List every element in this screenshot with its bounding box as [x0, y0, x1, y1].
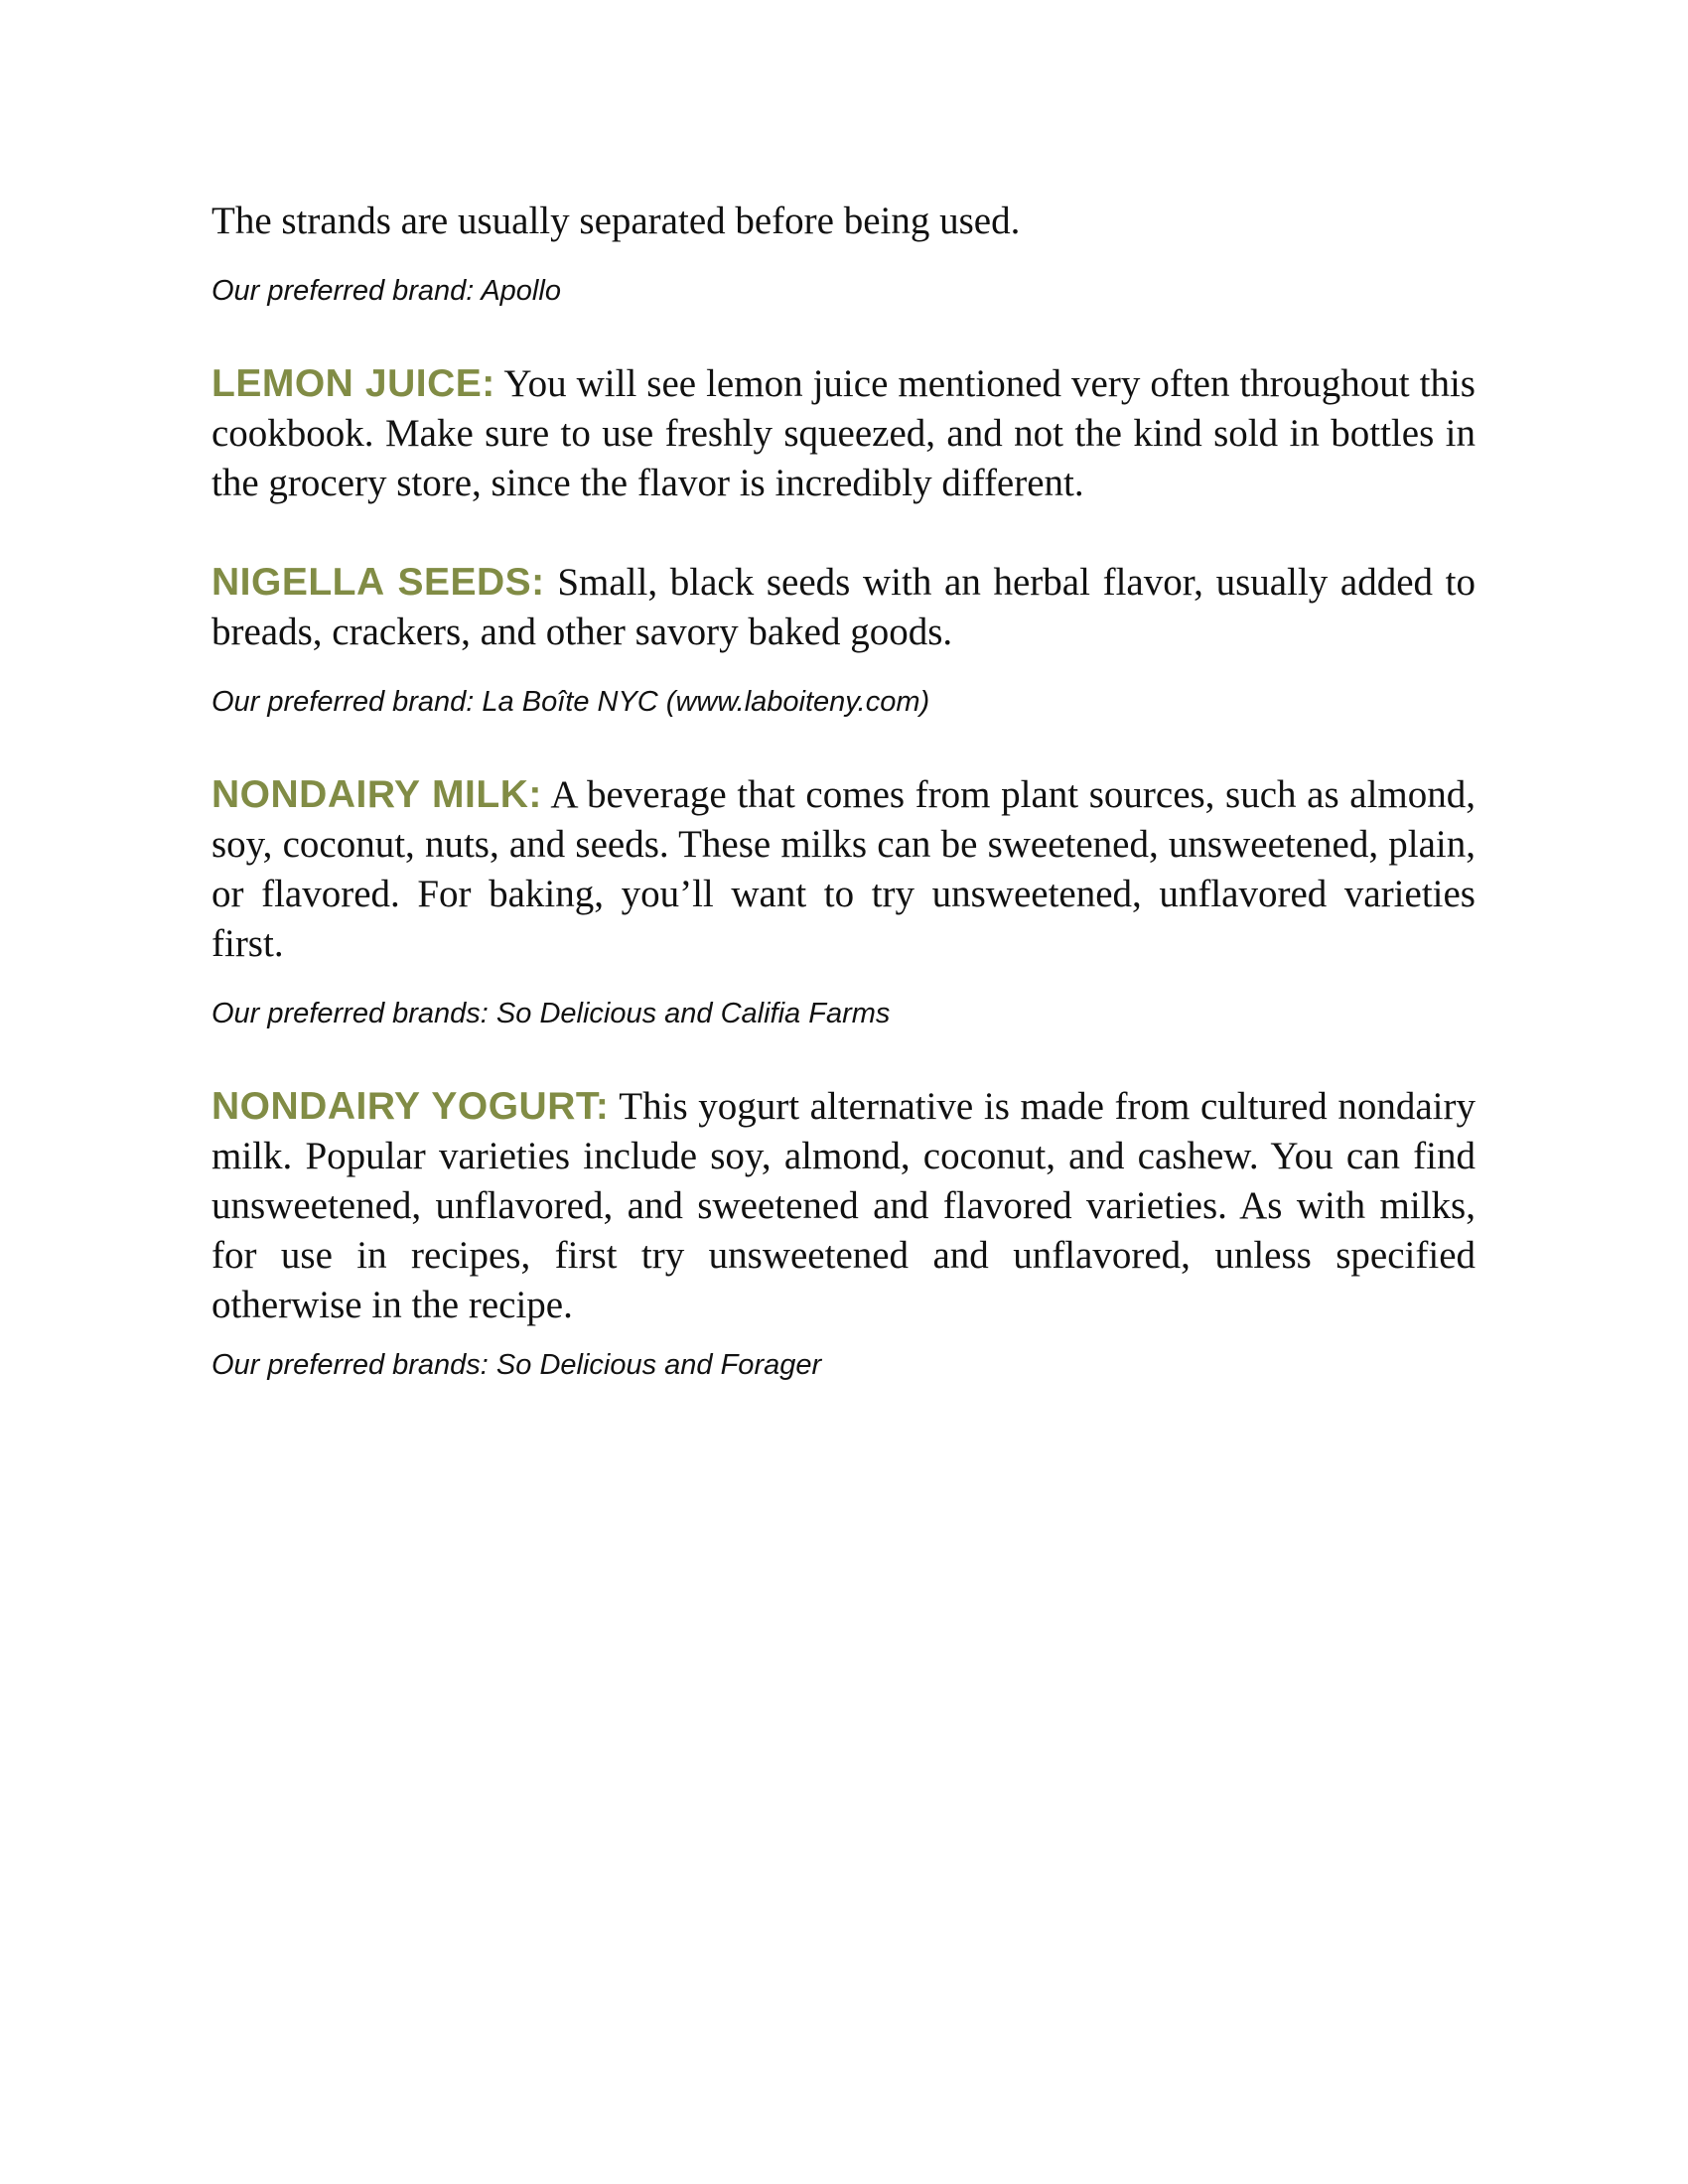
document-page [211, 197, 1476, 1384]
brand-note: Our preferred brands: So Delicious and Califia Farms [211, 998, 891, 1029]
glossary-entry-lemon-juice [211, 359, 1476, 508]
glossary-entry-nondairy-milk [211, 770, 1476, 969]
brand-note: Our preferred brands: So Delicious and Forager [211, 1349, 822, 1381]
glossary-term: NIGELLA SEEDS: [211, 561, 545, 604]
glossary-definition: A beverage that comes from plant sources, such as almond, soy, coconut, nuts, and seeds. These milks can be sweetened, unsweetened, plain, or flavored. For baking, you’ll want to try unsweetened, unflavored varieties first. [211, 773, 1476, 965]
glossary-definition: You will see lemon juice mentioned very often throughout this cookbook. Make sure to use freshly squeezed, and not the kind sold in bottles in the grocery store, since the flavor is incredibly different. [211, 362, 1476, 504]
glossary-entry-nigella-seeds [211, 558, 1476, 657]
glossary-definition: Small, black seeds with an herbal flavor, usually added to breads, crackers, and other savory baked goods. [211, 561, 1477, 653]
intro-paragraph: The strands are usually separated before being used. [211, 200, 1021, 242]
glossary-term: NONDAIRY YOGURT: [211, 1085, 610, 1128]
intro-brand-note: Our preferred brand: Apollo [211, 275, 561, 307]
glossary-term: LEMON JUICE: [211, 362, 495, 405]
glossary-term: NONDAIRY MILK: [211, 773, 542, 816]
glossary-definition: This yogurt alternative is made from cultured nondairy milk. Popular varieties include soy, almond, coconut, and cashew. You can find unsweetened, unflavored, and sweetened and flavored varieties. As with milks, for use in recipes, first try unsweetened and unflavored, unless specified otherwise in the recipe. [211, 1085, 1477, 1326]
brand-note: Our preferred brand: La Boîte NYC (www.laboiteny.com) [211, 686, 930, 718]
glossary-entry-nondairy-yogurt [211, 1082, 1476, 1330]
